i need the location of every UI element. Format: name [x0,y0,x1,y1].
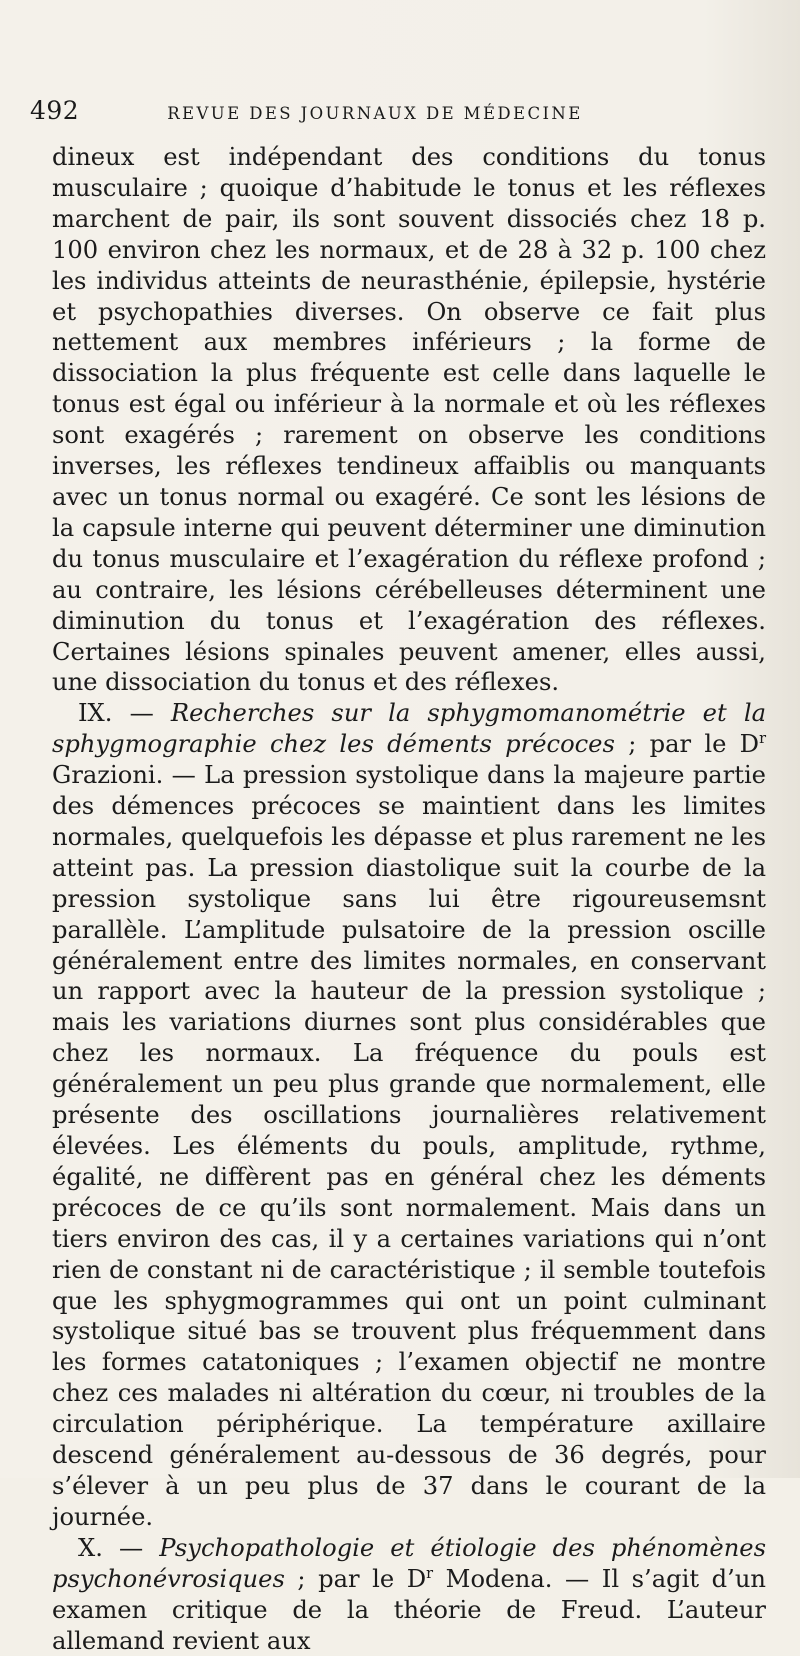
text-run: IX. — [78,699,171,728]
running-title: REVUE DES JOURNAUX DE MÉDECINE [167,104,583,123]
superscript: r [426,1565,434,1582]
italic-title: Psychopathologie et étiologie des phénomènes psychonévrosiques [52,1533,766,1593]
paragraph-p2 [52,698,766,1532]
body-text [52,142,766,1656]
page-number: 492 [30,96,80,125]
text-run: Modena. — Il s’agit d’un examen critique de la théorie de Freud. L’auteur allemand revient aux [52,1564,766,1655]
text-run: Grazioni. — La pression systolique dans la majeure partie des démences précoces se maintient dans les limites normales, quelquefois les dépasse et plus rarement ne les atteint pas. La pression diastolique suit la courbe de la pression systolique sans lui être rigoureusemsnt parallèle. L’amplitude pulsatoire de la pression oscille généralement entre des limites normales, en conservant un rapport avec la hauteur de la pression systolique ; mais les variations diurnes sont plus considérables que chez les normaux. La fréquence du pouls est généralement un peu plus grande que normalement, elle présente des oscillations journalières relativement élevées. Les éléments du pouls, amplitude, rythme, égalité, ne diffèrent pas en général chez les déments précoces de ce qu’ils sont normalement. Mais dans un tiers environ des cas, il y a certaines variations qui n’ont rien de constant ni de caractéristique ; il semble toutefois que les sphygmogrammes qui ont un point culminant systolique situé bas se trouvent plus fréquemment dans les formes catatoniques ; l’examen objectif ne montre chez ces malades ni altération du cœur, ni troubles de la circulation périphérique. La température axillaire descend généralement au-dessous de 36 degrés, pour s’élever à un peu plus de 37 dans le courant de la journée. [52,761,766,1531]
text-run: dineux est indépendant des conditions du tonus musculaire ; quoique d’habitude le tonus et les réflexes marchent de pair, ils sont souvent dissociés chez 18 p. 100 environ chez les normaux, et de 28 à 32 p. 100 chez les individus atteints de neurasthénie, épilepsie, hystérie et psychopathies diverses. On observe ce fait plus nettement aux membres inférieurs ; la forme de dissociation la plus fréquente est celle dans laquelle le tonus est égal ou inférieur à la normale et où les réflexes sont exagérés ; rarement on observe les conditions inverses, les réflexes tendineux affaiblis ou manquants avec un tonus normal ou exagéré. Ce sont les lésions de la capsule interne qui peuvent déterminer une diminution du tonus musculaire et l’exagération du réflexe profond ; au contraire, les lésions cérébelleuses déterminent une diminution du tonus et l’exagération des réflexes. Certaines lésions spinales peuvent amener, elles aussi, une dissociation du tonus et des réflexes. [52,143,766,697]
page-header [30,96,766,142]
text-run: ; par le D [284,1564,427,1593]
text-run: ; par le D [614,730,760,759]
italic-title: Recherches sur la sphygmomanométrie et la sphygmographie chez les déments précoces [52,699,766,759]
paragraph-p1 [52,142,766,698]
text-run: X. — [78,1533,160,1562]
paragraph-p3 [52,1533,766,1656]
superscript: r [759,731,767,748]
